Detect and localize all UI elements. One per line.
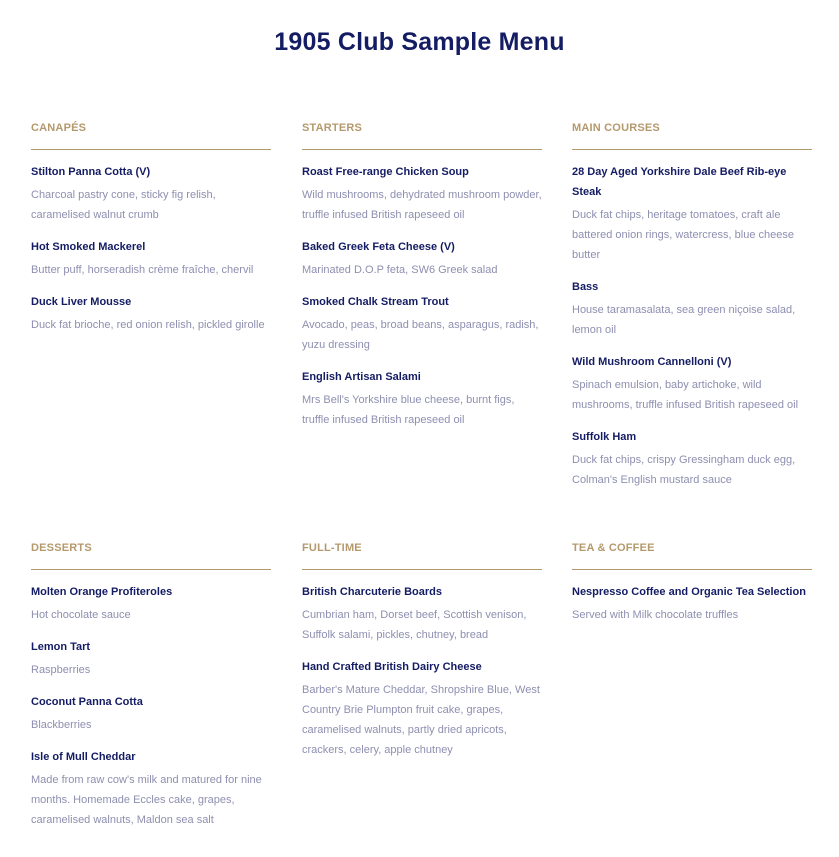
menu-item-description: Duck fat chips, crispy Gressingham duck egg, Colman's English mustard sauce	[572, 454, 796, 486]
menu-item-description: Served with Milk chocolate truffles	[572, 609, 739, 621]
menu-item	[302, 162, 542, 225]
section-heading: CANAPÉS	[31, 120, 271, 150]
menu-item-description: Wild mushrooms, dehydrated mushroom powder, truffle infused British rapeseed oil	[302, 189, 542, 221]
menu-item	[31, 162, 271, 225]
section-heading: TEA & COFFEE	[572, 540, 812, 570]
menu-item-name: Suffolk Ham	[572, 431, 637, 443]
menu-item-description: Raspberries	[31, 664, 91, 676]
menu-section-canap-s	[31, 120, 271, 347]
menu-item-name: Smoked Chalk Stream Trout	[302, 296, 449, 308]
menu-item	[31, 637, 271, 680]
menu-item-name: Duck Liver Mousse	[31, 296, 132, 308]
menu-section-main-courses	[572, 120, 812, 502]
menu-item-name: Coconut Panna Cotta	[31, 696, 143, 708]
menu-item-description: Barber's Mature Cheddar, Shropshire Blue, West Country Brie Plumpton fruit cake, grapes, caramelised walnuts, partly dried apricots, crackers, celery, apple chutney	[302, 684, 540, 756]
menu-item-name: British Charcuterie Boards	[302, 586, 442, 598]
menu-item-description: Avocado, peas, broad beans, asparagus, radish, yuzu dressing	[302, 319, 539, 351]
menu-section-starters	[302, 120, 542, 442]
menu-item-name: Hot Smoked Mackerel	[31, 241, 146, 253]
section-heading: STARTERS	[302, 120, 542, 150]
menu-section-tea-coffee	[572, 540, 812, 637]
menu-item-name: Wild Mushroom Cannelloni (V)	[572, 356, 732, 368]
menu-item-name: 28 Day Aged Yorkshire Dale Beef Rib-eye Steak	[572, 166, 787, 198]
menu-item	[31, 692, 271, 735]
menu-item-name: English Artisan Salami	[302, 371, 421, 383]
menu-item-name: Molten Orange Profiteroles	[31, 586, 173, 598]
menu-item	[31, 237, 271, 280]
page-title: 1905 Club Sample Menu	[274, 28, 565, 56]
menu-item	[31, 292, 271, 335]
menu-item	[31, 582, 271, 625]
menu-item-description: Charcoal pastry cone, sticky fig relish, caramelised walnut crumb	[31, 189, 216, 221]
menu-item-description: Duck fat chips, heritage tomatoes, craft ale battered onion rings, watercress, blue cheese butter	[572, 209, 794, 261]
menu-item-description: Made from raw cow's milk and matured for nine months. Homemade Eccles cake, grapes, caramelised walnuts, Maldon sea salt	[31, 774, 262, 826]
menu-item	[302, 657, 542, 760]
menu-item-name: Bass	[572, 281, 599, 293]
menu-item-description: Spinach emulsion, baby artichoke, wild mushrooms, truffle infused British rapeseed oil	[572, 379, 799, 411]
menu-item-description: Marinated D.O.P feta, SW6 Greek salad	[302, 264, 498, 276]
menu-item-description: Mrs Bell's Yorkshire blue cheese, burnt figs, truffle infused British rapeseed oil	[302, 394, 515, 426]
menu-item-description: Blackberries	[31, 719, 92, 731]
menu-item-description: Hot chocolate sauce	[31, 609, 131, 621]
menu-item-name: Stilton Panna Cotta (V)	[31, 166, 151, 178]
menu-item	[572, 352, 812, 415]
menu-section-desserts	[31, 540, 271, 842]
menu-section-full-time	[302, 540, 542, 772]
menu-item-description: Duck fat brioche, red onion relish, pickled girolle	[31, 319, 265, 331]
menu-item	[572, 582, 812, 625]
menu-item-name: Baked Greek Feta Cheese (V)	[302, 241, 455, 253]
menu-item-description: House taramasalata, sea green niçoise salad, lemon oil	[572, 304, 796, 336]
menu-item-name: Roast Free-range Chicken Soup	[302, 166, 469, 178]
menu-item-description: Butter puff, horseradish crème fraîche, chervil	[31, 264, 254, 276]
menu-item-name: Lemon Tart	[31, 641, 91, 653]
menu-item-name: Nespresso Coffee and Organic Tea Selection	[572, 586, 806, 598]
menu-item	[302, 237, 542, 280]
menu-item	[572, 277, 812, 340]
section-heading: MAIN COURSES	[572, 120, 812, 150]
menu-item	[31, 747, 271, 830]
menu-item-name: Hand Crafted British Dairy Cheese	[302, 661, 482, 673]
menu-item	[302, 582, 542, 645]
section-heading: DESSERTS	[31, 540, 271, 570]
section-heading: FULL-TIME	[302, 540, 542, 570]
menu-item	[302, 367, 542, 430]
menu-item	[302, 292, 542, 355]
menu-item-name: Isle of Mull Cheddar	[31, 751, 136, 763]
menu-item	[572, 162, 812, 265]
menu-item-description: Cumbrian ham, Dorset beef, Scottish venison, Suffolk salami, pickles, chutney, bread	[302, 609, 527, 641]
menu-item	[572, 427, 812, 490]
